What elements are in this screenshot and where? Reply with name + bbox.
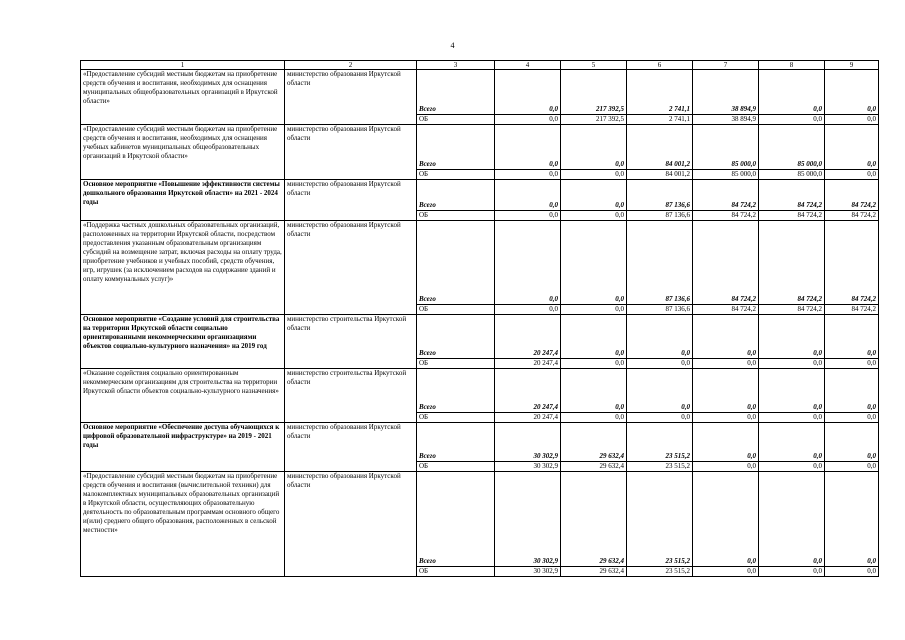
amount-cell: 85 000,0 xyxy=(759,170,825,180)
funding-source: Всего xyxy=(417,70,495,115)
amount-cell: 23 515,2 xyxy=(627,567,693,577)
amount-cell: 84 001,2 xyxy=(627,170,693,180)
amount-cell: 0,0 xyxy=(561,221,627,305)
amount-cell: 0,0 xyxy=(693,413,759,423)
amount-cell: 84 724,2 xyxy=(693,211,759,221)
executor: министерство образования Иркутской области xyxy=(285,423,417,472)
amount-cell: 0,0 xyxy=(693,315,759,359)
amount-cell: 38 894,9 xyxy=(693,115,759,125)
budget-table xyxy=(80,60,879,577)
funding-source: ОБ xyxy=(417,462,495,472)
amount-cell: 0,0 xyxy=(759,369,825,413)
amount-cell: 0,0 xyxy=(693,359,759,369)
amount-cell: 84 724,2 xyxy=(759,211,825,221)
table-row xyxy=(81,423,879,462)
amount-cell: 0,0 xyxy=(561,170,627,180)
activity-name: Основное мероприятие «Повышение эффективности системы дошкольного образования Иркутской области» на 2021 - 2024 годы xyxy=(81,180,285,221)
amount-cell: 0,0 xyxy=(825,462,879,472)
amount-cell: 0,0 xyxy=(825,413,879,423)
amount-cell: 0,0 xyxy=(561,359,627,369)
amount-cell: 0,0 xyxy=(759,567,825,577)
amount-cell: 85 000,0 xyxy=(693,170,759,180)
amount-cell: 84 724,2 xyxy=(693,180,759,211)
amount-cell: 30 302,9 xyxy=(495,567,561,577)
amount-cell: 0,0 xyxy=(495,305,561,315)
amount-cell: 84 724,2 xyxy=(825,211,879,221)
amount-cell: 0,0 xyxy=(759,115,825,125)
amount-cell: 0,0 xyxy=(561,211,627,221)
amount-cell: 0,0 xyxy=(561,315,627,359)
column-number: 5 xyxy=(561,61,627,70)
amount-cell: 0,0 xyxy=(495,211,561,221)
amount-cell: 0,0 xyxy=(825,70,879,115)
amount-cell: 87 136,6 xyxy=(627,211,693,221)
table-row xyxy=(81,221,879,305)
amount-cell: 84 724,2 xyxy=(759,180,825,211)
column-number: 8 xyxy=(759,61,825,70)
activity-name: «Оказание содействия социально ориентированным некоммерческим организациям для строительства на территории Иркутской области объектов социально-культурного назначения» xyxy=(81,369,285,423)
amount-cell: 84 724,2 xyxy=(759,221,825,305)
column-number: 1 xyxy=(81,61,285,70)
amount-cell: 87 136,6 xyxy=(627,305,693,315)
amount-cell: 0,0 xyxy=(825,170,879,180)
amount-cell: 0,0 xyxy=(495,180,561,211)
amount-cell: 2 741,1 xyxy=(627,70,693,115)
column-number: 7 xyxy=(693,61,759,70)
amount-cell: 84 724,2 xyxy=(825,305,879,315)
amount-cell: 0,0 xyxy=(495,125,561,170)
amount-cell: 29 632,4 xyxy=(561,472,627,567)
amount-cell: 0,0 xyxy=(825,369,879,413)
amount-cell: 20 247,4 xyxy=(495,413,561,423)
funding-source: ОБ xyxy=(417,115,495,125)
table-row xyxy=(81,472,879,567)
activity-name: «Поддержка частных дошкольных образовательных организаций, расположенных на территории Иркутской области, посредством предоставления указанным образовательным организациям субсидий на возмещение затрат, включая расходы на оплату труда, приобретение учебников и учебных пособий, средств обучения, игр, игрушек (за исключением расходов на содержание зданий и оплату коммунальных услуг)» xyxy=(81,221,285,315)
amount-cell: 84 724,2 xyxy=(825,180,879,211)
amount-cell: 87 136,6 xyxy=(627,180,693,211)
funding-source: ОБ xyxy=(417,567,495,577)
amount-cell: 0,0 xyxy=(627,413,693,423)
funding-source: Всего xyxy=(417,221,495,305)
table-row xyxy=(81,125,879,170)
amount-cell: 2 741,1 xyxy=(627,115,693,125)
amount-cell: 30 302,9 xyxy=(495,462,561,472)
activity-name: «Предоставление субсидий местным бюджетам на приобретение средств обучения и воспитания, необходимых для оснащения учебных кабинетов муниципальных общеобразовательных организаций в Иркутской области» xyxy=(81,125,285,180)
amount-cell: 0,0 xyxy=(693,423,759,462)
amount-cell: 85 000,0 xyxy=(759,125,825,170)
amount-cell: 0,0 xyxy=(495,70,561,115)
activity-name: «Предоставление субсидий местным бюджетам на приобретение средств обучения и воспитания, необходимых для оснащения муниципальных общеобразовательных организаций в Иркутской области» xyxy=(81,70,285,125)
funding-source: ОБ xyxy=(417,211,495,221)
column-number: 3 xyxy=(417,61,495,70)
page-number: 4 xyxy=(450,41,455,50)
amount-cell: 20 247,4 xyxy=(495,315,561,359)
amount-cell: 0,0 xyxy=(627,369,693,413)
amount-cell: 0,0 xyxy=(759,423,825,462)
amount-cell: 0,0 xyxy=(759,359,825,369)
amount-cell: 84 724,2 xyxy=(825,221,879,305)
amount-cell: 29 632,4 xyxy=(561,567,627,577)
amount-cell: 23 515,2 xyxy=(627,423,693,462)
amount-cell: 84 724,2 xyxy=(759,305,825,315)
amount-cell: 0,0 xyxy=(561,413,627,423)
amount-cell: 23 515,2 xyxy=(627,462,693,472)
activity-name: «Предоставление субсидий местным бюджетам на приобретение средств обучения и воспитания (вычислительной техники) для малокомплектных муниципальных образовательных организаций в Иркутской области, осуществляющих образовательную деятельность по образовательным программам основного общего и(или) среднего общего образования, расположенных в сельской местности» xyxy=(81,472,285,577)
amount-cell: 29 632,4 xyxy=(561,462,627,472)
funding-source: Всего xyxy=(417,180,495,211)
executor: министерство строительства Иркутской области xyxy=(285,369,417,423)
amount-cell: 23 515,2 xyxy=(627,472,693,567)
column-number: 4 xyxy=(495,61,561,70)
amount-cell: 0,0 xyxy=(759,413,825,423)
amount-cell: 0,0 xyxy=(561,305,627,315)
amount-cell: 0,0 xyxy=(825,567,879,577)
amount-cell: 85 000,0 xyxy=(693,125,759,170)
funding-source: ОБ xyxy=(417,170,495,180)
funding-source: Всего xyxy=(417,315,495,359)
amount-cell: 0,0 xyxy=(495,170,561,180)
amount-cell: 0,0 xyxy=(825,472,879,567)
table-row xyxy=(81,180,879,211)
amount-cell: 0,0 xyxy=(825,423,879,462)
amount-cell: 0,0 xyxy=(759,472,825,567)
amount-cell: 29 632,4 xyxy=(561,423,627,462)
executor: министерство строительства Иркутской области xyxy=(285,315,417,369)
amount-cell: 0,0 xyxy=(693,462,759,472)
table-row xyxy=(81,369,879,413)
amount-cell: 84 001,2 xyxy=(627,125,693,170)
activity-name: Основное мероприятие «Создание условий для строительства на территории Иркутской области социально ориентированными некоммерческими организациями объектов социально-культурного назначения» на 2019 год xyxy=(81,315,285,369)
amount-cell: 20 247,4 xyxy=(495,369,561,413)
amount-cell: 0,0 xyxy=(825,115,879,125)
funding-source: ОБ xyxy=(417,305,495,315)
activity-name: Основное мероприятие «Обеспечение доступа обучающихся к цифровой образовательной инфраструктуре» на 2019 - 2021 годы xyxy=(81,423,285,472)
amount-cell: 0,0 xyxy=(825,315,879,359)
amount-cell: 0,0 xyxy=(693,567,759,577)
amount-cell: 217 392,5 xyxy=(561,115,627,125)
amount-cell: 0,0 xyxy=(561,369,627,413)
header-row xyxy=(81,61,879,70)
amount-cell: 0,0 xyxy=(759,315,825,359)
funding-source: Всего xyxy=(417,369,495,413)
executor: министерство образования Иркутской области xyxy=(285,221,417,315)
amount-cell: 0,0 xyxy=(495,115,561,125)
funding-source: Всего xyxy=(417,472,495,567)
amount-cell: 84 724,2 xyxy=(693,305,759,315)
amount-cell: 0,0 xyxy=(495,221,561,305)
amount-cell: 0,0 xyxy=(627,315,693,359)
column-number: 2 xyxy=(285,61,417,70)
amount-cell: 87 136,6 xyxy=(627,221,693,305)
funding-source: Всего xyxy=(417,423,495,462)
amount-cell: 0,0 xyxy=(561,180,627,211)
amount-cell: 0,0 xyxy=(627,359,693,369)
funding-source: ОБ xyxy=(417,359,495,369)
amount-cell: 0,0 xyxy=(825,125,879,170)
amount-cell: 30 302,9 xyxy=(495,423,561,462)
amount-cell: 0,0 xyxy=(561,125,627,170)
amount-cell: 20 247,4 xyxy=(495,359,561,369)
amount-cell: 84 724,2 xyxy=(693,221,759,305)
executor: министерство образования Иркутской области xyxy=(285,125,417,180)
amount-cell: 30 302,9 xyxy=(495,472,561,567)
amount-cell: 0,0 xyxy=(693,472,759,567)
amount-cell: 0,0 xyxy=(759,70,825,115)
table-row xyxy=(81,70,879,115)
amount-cell: 0,0 xyxy=(693,369,759,413)
amount-cell: 0,0 xyxy=(759,462,825,472)
amount-cell: 0,0 xyxy=(825,359,879,369)
executor: министерство образования Иркутской области xyxy=(285,180,417,221)
executor: министерство образования Иркутской области xyxy=(285,70,417,125)
column-number: 6 xyxy=(627,61,693,70)
amount-cell: 217 392,5 xyxy=(561,70,627,115)
table-row xyxy=(81,315,879,359)
column-number: 9 xyxy=(825,61,879,70)
funding-source: ОБ xyxy=(417,413,495,423)
funding-source: Всего xyxy=(417,125,495,170)
executor: министерство образования Иркутской области xyxy=(285,472,417,577)
amount-cell: 38 894,9 xyxy=(693,70,759,115)
